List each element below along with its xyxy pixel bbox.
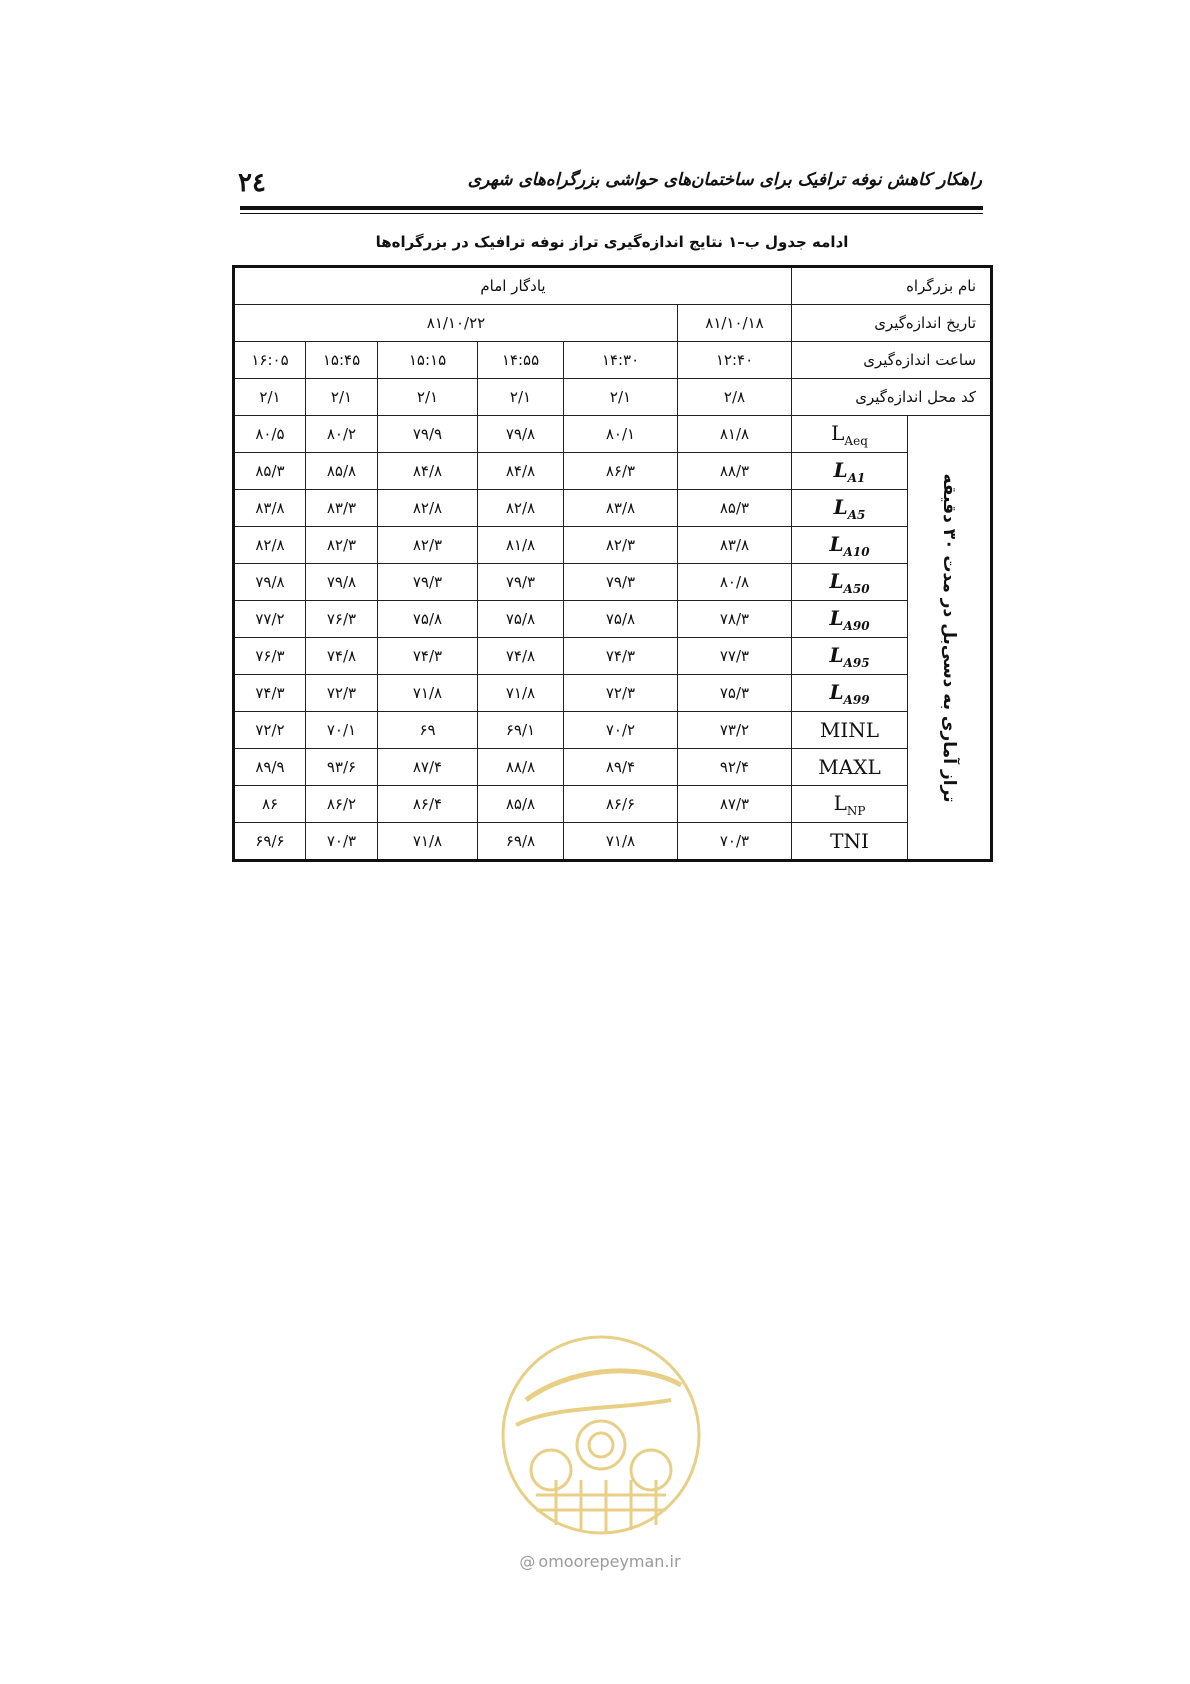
time-cell: ۱۴:۵۵ — [478, 342, 564, 379]
table-caption: ادامه جدول ب–۱ نتایج اندازه‌گیری تراز نوفه ترافیک در بزرگراه‌ها — [375, 233, 849, 251]
at-icon: @ — [519, 1552, 536, 1571]
value-cell: ۷۱/۸ — [564, 823, 678, 861]
metric-symbol: L — [833, 457, 848, 482]
results-table — [232, 265, 993, 862]
table-row — [234, 786, 992, 823]
value-cell: ۷۲/۳ — [564, 675, 678, 712]
results-table-container — [232, 265, 992, 862]
value-cell: ۷۷/۳ — [678, 638, 792, 675]
value-cell: ۸۶ — [234, 786, 306, 823]
value-cell: ۶۹/۱ — [478, 712, 564, 749]
table-row — [234, 749, 992, 786]
value-cell: ۸۷/۴ — [378, 749, 478, 786]
value-cell: ۸۳/۳ — [306, 490, 378, 527]
page-header — [238, 166, 982, 206]
value-cell: ۹۳/۶ — [306, 749, 378, 786]
metric-symbol: L — [829, 679, 844, 704]
header-rule-thick — [240, 206, 983, 210]
row-label-date: تاریخ اندازه‌گیری — [792, 305, 992, 342]
table-row — [234, 823, 992, 861]
value-cell: ۷۴/۳ — [564, 638, 678, 675]
value-cell: ۸۴/۸ — [378, 453, 478, 490]
value-cell: ۸۲/۳ — [378, 527, 478, 564]
value-cell: ۷۹/۸ — [478, 416, 564, 453]
value-cell: ۷۴/۸ — [478, 638, 564, 675]
table-row — [234, 712, 992, 749]
time-cell: ۱۲:۴۰ — [678, 342, 792, 379]
metric-label-cell — [792, 675, 908, 712]
value-cell: ۶۹/۶ — [234, 823, 306, 861]
row-label-code: کد محل اندازه‌گیری — [792, 379, 992, 416]
metric-label-cell — [792, 749, 908, 786]
value-cell: ۸۳/۸ — [234, 490, 306, 527]
value-cell: ۷۵/۸ — [378, 601, 478, 638]
metric-symbol: L — [829, 642, 844, 667]
value-cell: ۸۵/۸ — [306, 453, 378, 490]
time-cell: ۱۴:۳۰ — [564, 342, 678, 379]
table-row — [234, 453, 992, 490]
value-cell: ۷۵/۸ — [564, 601, 678, 638]
time-cell: ۱۵:۱۵ — [378, 342, 478, 379]
table-row — [234, 342, 992, 379]
code-cell: ۲/۱ — [478, 379, 564, 416]
value-cell: ۷۷/۲ — [234, 601, 306, 638]
metric-label-cell — [792, 490, 908, 527]
metric-symbol: L — [829, 531, 844, 556]
value-cell: ۸۹/۴ — [564, 749, 678, 786]
row-label-highway: نام بزرگراه — [792, 267, 992, 305]
date-cell: ۸۱/۱۰/۱۸ — [678, 305, 792, 342]
header-rule-thin — [240, 213, 983, 214]
value-cell: ۷۹/۹ — [378, 416, 478, 453]
page-number: ۲٤ — [238, 168, 266, 198]
value-cell: ۸۸/۳ — [678, 453, 792, 490]
code-cell: ۲/۱ — [564, 379, 678, 416]
time-cell: ۱۵:۴۵ — [306, 342, 378, 379]
value-cell: ۸۲/۳ — [564, 527, 678, 564]
value-cell: ۸۵/۸ — [478, 786, 564, 823]
metric-symbol: L — [829, 605, 844, 630]
value-cell: ۷۴/۳ — [234, 675, 306, 712]
metric-symbol: L — [833, 494, 848, 519]
value-cell: ۸۱/۸ — [478, 527, 564, 564]
website-text: omoorepeyman.ir — [538, 1552, 681, 1571]
value-cell: ۷۵/۳ — [678, 675, 792, 712]
value-cell: ۸۰/۵ — [234, 416, 306, 453]
value-cell: ۷۲/۲ — [234, 712, 306, 749]
metric-symbol: MAXL — [818, 755, 881, 779]
omoorepeyman-logo-icon — [496, 1330, 706, 1540]
value-cell: ۷۰/۳ — [678, 823, 792, 861]
side-label-cell — [908, 416, 992, 861]
value-cell: ۷۱/۸ — [378, 675, 478, 712]
metric-label-cell — [792, 453, 908, 490]
value-cell: ۷۸/۳ — [678, 601, 792, 638]
value-cell: ۸۲/۸ — [234, 527, 306, 564]
value-cell: ۸۰/۲ — [306, 416, 378, 453]
value-cell: ۸۰/۸ — [678, 564, 792, 601]
value-cell: ۷۶/۳ — [234, 638, 306, 675]
table-row — [234, 638, 992, 675]
value-cell: ۷۹/۸ — [306, 564, 378, 601]
value-cell: ۷۵/۸ — [478, 601, 564, 638]
value-cell: ۸۷/۳ — [678, 786, 792, 823]
value-cell: ۸۳/۸ — [564, 490, 678, 527]
metric-symbol: MINL — [819, 718, 880, 742]
running-title: راهکار کاهش نوفه ترافیک برای ساختمان‌های حواشی بزرگراه‌های شهری — [467, 170, 982, 190]
value-cell: ۸۶/۳ — [564, 453, 678, 490]
value-cell: ۷۹/۳ — [478, 564, 564, 601]
value-cell: ۸۲/۸ — [478, 490, 564, 527]
table-row — [234, 564, 992, 601]
table-row — [234, 527, 992, 564]
metric-subscript: A1 — [847, 470, 866, 485]
value-cell: ۷۶/۳ — [306, 601, 378, 638]
value-cell: ۷۴/۸ — [306, 638, 378, 675]
time-cell: ۱۶:۰۵ — [234, 342, 306, 379]
code-cell: ۲/۱ — [234, 379, 306, 416]
metric-subscript: A50 — [843, 581, 870, 596]
metric-subscript: A5 — [847, 507, 866, 522]
value-cell: ۶۹/۸ — [478, 823, 564, 861]
value-cell: ۷۱/۸ — [478, 675, 564, 712]
metric-label-cell — [792, 786, 908, 823]
value-cell: ۸۶/۴ — [378, 786, 478, 823]
value-cell: ۹۲/۴ — [678, 749, 792, 786]
code-cell: ۲/۸ — [678, 379, 792, 416]
row-label-time: ساعت اندازه‌گیری — [792, 342, 992, 379]
value-cell: ۸۹/۹ — [234, 749, 306, 786]
value-cell: ۸۰/۱ — [564, 416, 678, 453]
results-table-body — [234, 267, 992, 861]
table-row — [234, 379, 992, 416]
metric-subscript: A90 — [843, 618, 870, 633]
value-cell: ۸۸/۸ — [478, 749, 564, 786]
metric-label-cell — [792, 823, 908, 861]
value-cell: ۸۴/۸ — [478, 453, 564, 490]
metric-label-cell — [792, 564, 908, 601]
metric-subscript: A95 — [843, 655, 870, 670]
metric-label-cell — [792, 712, 908, 749]
value-cell: ۷۰/۲ — [564, 712, 678, 749]
value-cell: ۸۶/۶ — [564, 786, 678, 823]
table-row — [234, 601, 992, 638]
metric-symbol: L — [831, 420, 845, 445]
value-cell: ۸۲/۳ — [306, 527, 378, 564]
metric-label-cell — [792, 527, 908, 564]
metric-symbol: TNI — [830, 829, 869, 853]
metric-label-cell — [792, 601, 908, 638]
metric-subscript: Aeq — [844, 433, 868, 448]
watermark-website — [470, 1552, 730, 1571]
table-row — [234, 305, 992, 342]
date-cell: ۸۱/۱۰/۲۲ — [234, 305, 678, 342]
value-cell: ۸۳/۸ — [678, 527, 792, 564]
table-row — [234, 416, 992, 453]
table-row — [234, 490, 992, 527]
metric-subscript: A99 — [843, 692, 870, 707]
value-cell: ۷۹/۳ — [378, 564, 478, 601]
value-cell: ۶۹ — [378, 712, 478, 749]
value-cell: ۸۲/۸ — [378, 490, 478, 527]
metric-label-cell — [792, 416, 908, 453]
value-cell: ۸۵/۳ — [678, 490, 792, 527]
value-cell: ۷۹/۳ — [564, 564, 678, 601]
value-cell: ۷۴/۳ — [378, 638, 478, 675]
highway-name-cell: یادگار امام — [234, 267, 792, 305]
value-cell: ۷۱/۸ — [378, 823, 478, 861]
table-row — [234, 675, 992, 712]
code-cell: ۲/۱ — [378, 379, 478, 416]
value-cell: ۷۳/۲ — [678, 712, 792, 749]
value-cell: ۷۰/۱ — [306, 712, 378, 749]
code-cell: ۲/۱ — [306, 379, 378, 416]
metric-symbol: L — [833, 790, 847, 815]
metric-subscript: A10 — [843, 544, 870, 559]
metric-subscript: NP — [846, 803, 866, 818]
value-cell: ۷۰/۳ — [306, 823, 378, 861]
value-cell: ۸۵/۳ — [234, 453, 306, 490]
metric-label-cell — [792, 638, 908, 675]
value-cell: ۷۲/۳ — [306, 675, 378, 712]
value-cell: ۷۹/۸ — [234, 564, 306, 601]
value-cell: ۸۶/۲ — [306, 786, 378, 823]
side-label: تراز آماری به دسی‌بل در مدت ۳۰ دقیقه — [939, 472, 960, 803]
table-row — [234, 267, 992, 305]
metric-symbol: L — [829, 568, 844, 593]
value-cell: ۸۱/۸ — [678, 416, 792, 453]
